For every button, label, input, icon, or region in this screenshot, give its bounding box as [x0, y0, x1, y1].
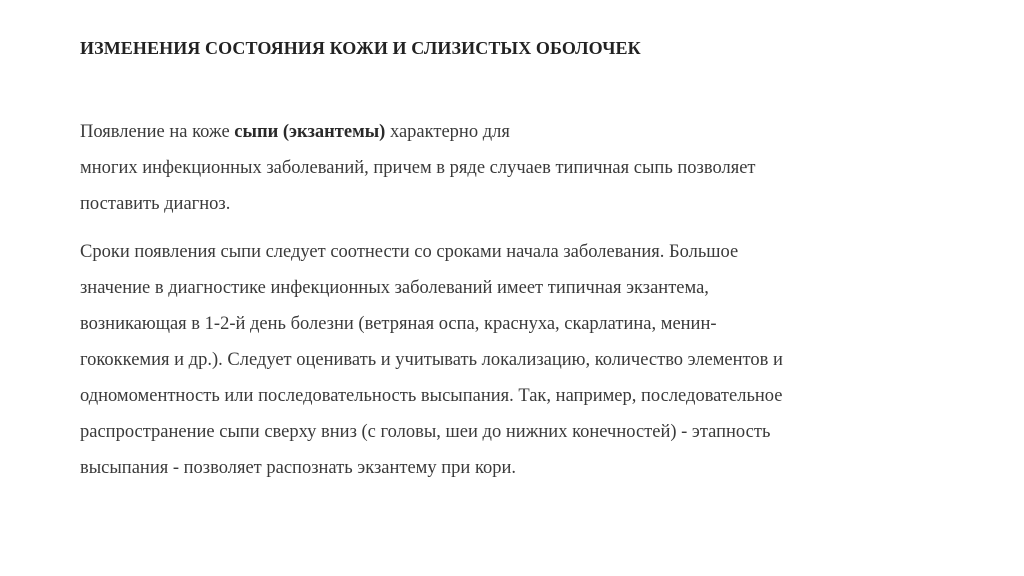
paragraph-line: многих инфекционных заболеваний, причем в ряде случаев типичная сыпь позволяет: [80, 158, 756, 178]
text-run: характерно для: [385, 122, 510, 142]
paragraph-line: возникающая в 1-2-й день болезни (ветряная оспа, краснуха, скарлатина, менин-: [80, 314, 717, 334]
paragraph-intro: [80, 114, 756, 222]
paragraph-details: [80, 234, 783, 486]
paragraph-line: [80, 114, 756, 150]
paragraph-line: поставить диагноз.: [80, 194, 231, 214]
paragraph-line: Сроки появления сыпи следует соотнести со сроками начала заболевания. Большое: [80, 242, 739, 262]
slide-title: ИЗМЕНЕНИЯ СОСТОЯНИЯ КОЖИ И СЛИЗИСТЫХ ОБОЛОЧЕК: [80, 38, 641, 58]
text-run: Появление на коже: [80, 122, 235, 142]
paragraph-line: одномоментность или последовательность высыпания. Так, например, последовательное: [80, 386, 783, 406]
paragraph-line: распространение сыпи сверху вниз (с головы, шеи до нижних конечностей) - этапность: [80, 422, 771, 442]
paragraph-line: значение в диагностике инфекционных заболеваний имеет типичная экзантема,: [80, 278, 709, 298]
bold-term: сыпи (экзантемы): [234, 122, 386, 142]
paragraph-line: высыпания - позволяет распознать экзантему при кори.: [80, 458, 517, 478]
paragraph-line: гококкемия и др.). Следует оценивать и учитывать локализацию, количество элементов и: [80, 350, 783, 370]
